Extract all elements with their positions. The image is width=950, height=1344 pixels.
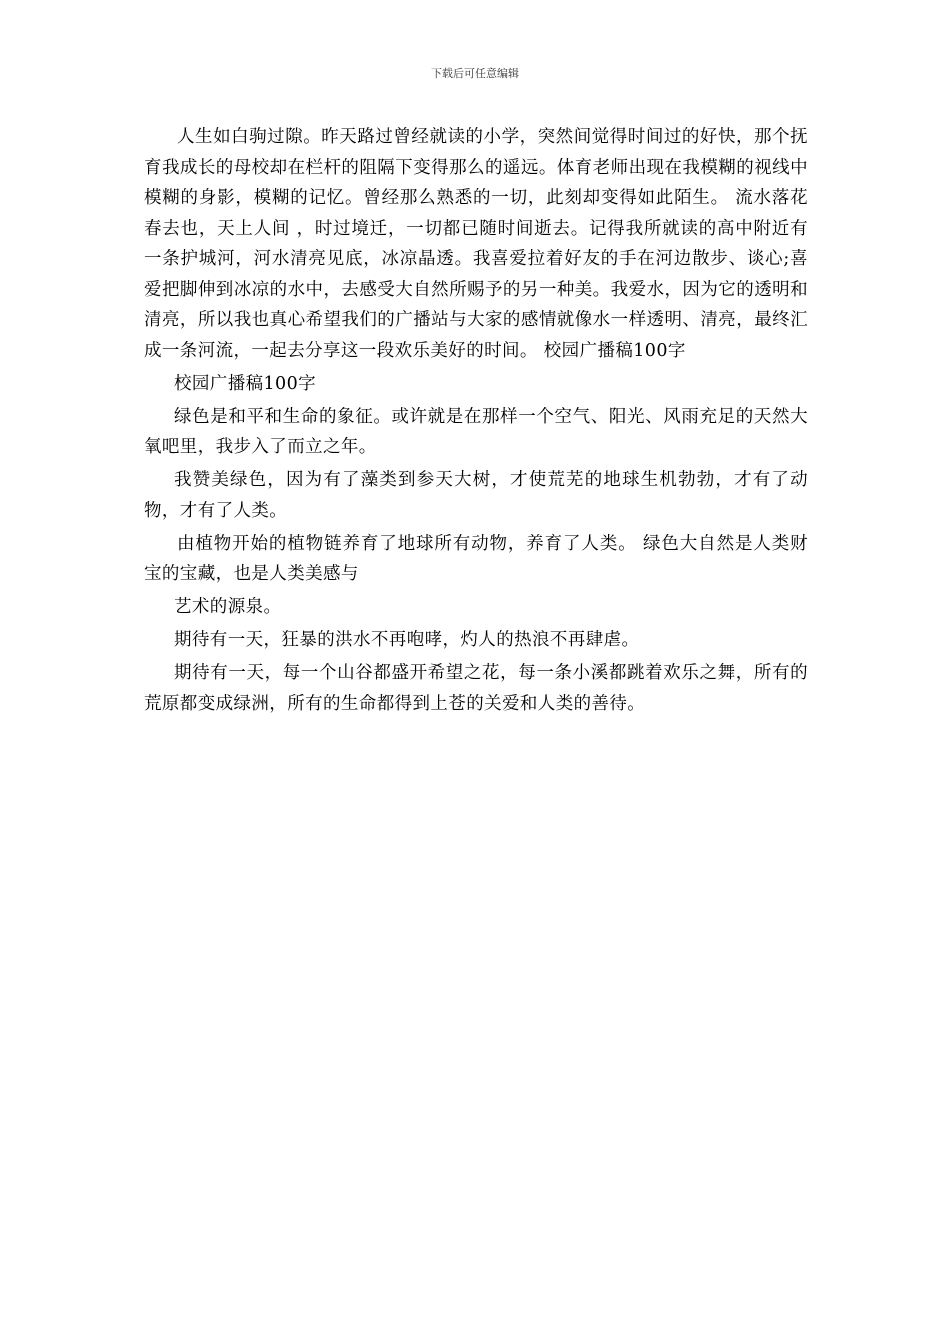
paragraph-4: 我赞美绿色，因为有了藻类到参天大树，才使荒芜的地球生机勃勃，才有了动物，才有了人类。 bbox=[144, 470, 808, 521]
paragraph-7: 期待有一天，狂暴的洪水不再咆哮，灼人的热浪不再肆虐。 bbox=[174, 630, 640, 650]
paragraph-2: 校园广播稿100字 bbox=[174, 373, 317, 394]
paragraph-5: 由植物开始的植物链养育了地球所有动物，养育了人类。 绿色大自然是人类财宝的宝藏，也是人类美感与 bbox=[144, 533, 808, 584]
paragraph-1: 人生如白驹过隙。昨天路过曾经就读的小学，突然间觉得时间过的好快，那个抚育我成长的母校却在栏杆的阻隔下变得那么的遥远。体育老师出现在我模糊的视线中模糊的身影，模糊的记忆。曾经那么熟悉的一切，此刻却变得如此陌生。 流水落花春去也，天上人间 ，时过境迁，一切都已随时间逝去。记得我所就读的高中附近有一条护城河，河水清亮见底，冰凉晶透。我喜爱拉着好友的手在河边散步、谈心;喜爱把脚伸到冰凉的水中，去感受大自然所赐予的另一种美。我爱水，因为它的透明和清亮，所以我也真心希望我们的广播站与大家的感情就像水一样透明、清亮，最终汇成一条河流，一起去分享这一段欢乐美好的时间。 校园广播稿100字 bbox=[144, 127, 808, 361]
paragraph-8: 期待有一天，每一个山谷都盛开希望之花，每一条小溪都跳着欢乐之舞，所有的荒原都变成绿洲，所有的生命都得到上苍的关爱和人类的善待。 bbox=[144, 663, 808, 714]
document-body bbox=[144, 122, 808, 722]
page-header-note: 下载后可任意编辑 bbox=[431, 67, 519, 80]
paragraph-6: 艺术的源泉。 bbox=[174, 597, 282, 617]
paragraph-3: 绿色是和平和生命的象征。或许就是在那样一个空气、阳光、风雨充足的天然大氧吧里，我步入了而立之年。 bbox=[144, 406, 808, 457]
